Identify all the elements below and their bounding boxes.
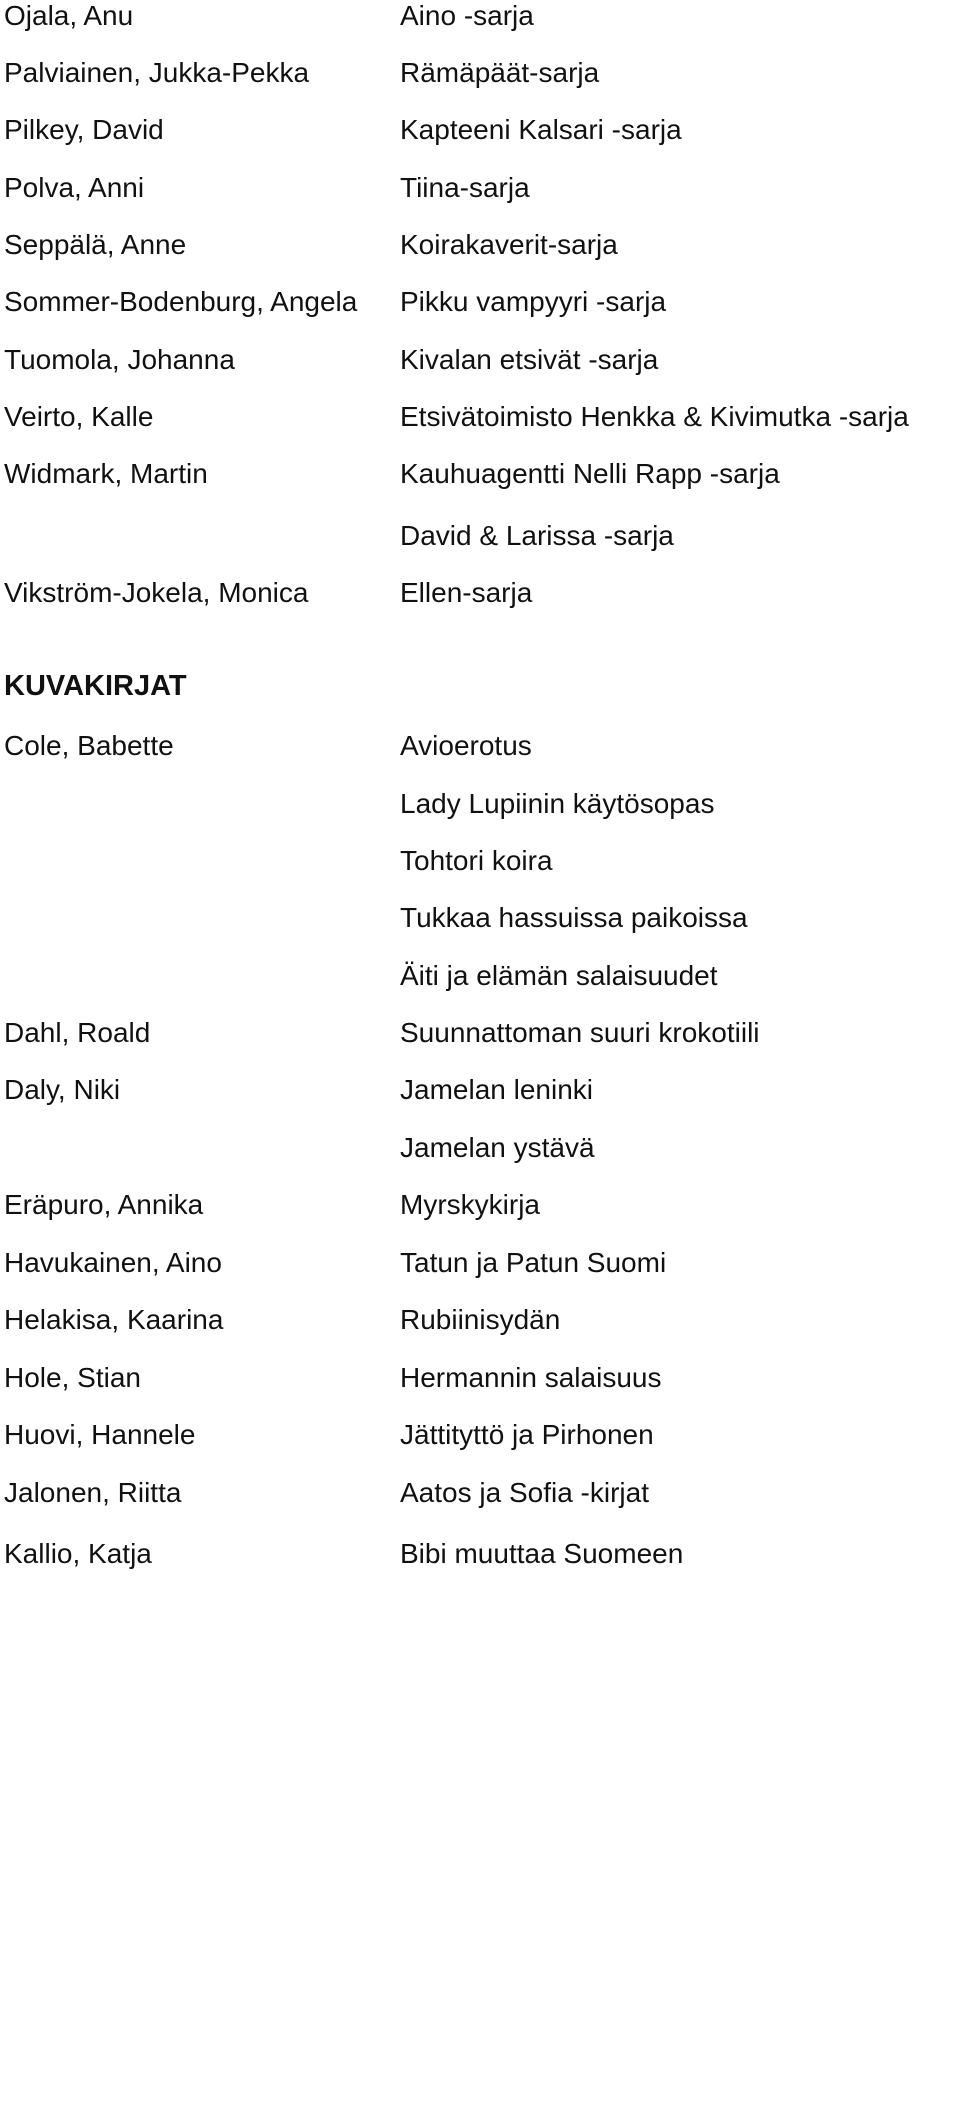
book-title: Hermannin salaisuus bbox=[400, 1362, 662, 1393]
author-name: Ojala, Anu bbox=[4, 0, 134, 31]
author-name: Helakisa, Kaarina bbox=[4, 1304, 224, 1335]
list-item bbox=[0, 1473, 960, 1513]
author-name: Kallio, Katja bbox=[4, 1538, 152, 1569]
list-item bbox=[0, 1185, 960, 1225]
list-item bbox=[0, 726, 960, 766]
author-name: Veirto, Kalle bbox=[4, 401, 154, 432]
author-name: Palviainen, Jukka-Pekka bbox=[4, 57, 310, 88]
list-item bbox=[0, 784, 960, 824]
book-title: Pikku vampyyri -sarja bbox=[400, 286, 667, 317]
list-item bbox=[0, 1300, 960, 1340]
author-name: Huovi, Hannele bbox=[4, 1419, 196, 1450]
list-item bbox=[0, 956, 960, 996]
author-name: Jalonen, Riitta bbox=[4, 1477, 182, 1508]
book-title: Aino -sarja bbox=[400, 0, 534, 31]
book-title: Lady Lupiinin käytösopas bbox=[400, 788, 715, 819]
list-item bbox=[0, 1534, 960, 1574]
author-name: Polva, Anni bbox=[4, 172, 145, 203]
author-name: Seppälä, Anne bbox=[4, 229, 187, 260]
book-title: Ellen-sarja bbox=[400, 577, 533, 608]
list-item bbox=[0, 454, 960, 494]
list-item bbox=[0, 1415, 960, 1455]
author-name: Pilkey, David bbox=[4, 114, 164, 145]
book-title: Bibi muuttaa Suomeen bbox=[400, 1538, 684, 1569]
list-item bbox=[0, 1070, 960, 1110]
author-name: Hole, Stian bbox=[4, 1362, 141, 1393]
book-title: Kauhuagentti Nelli Rapp -sarja bbox=[400, 458, 780, 489]
list-item bbox=[0, 516, 960, 556]
book-title: Tiina-sarja bbox=[400, 172, 530, 203]
book-title: Tohtori koira bbox=[400, 845, 553, 876]
author-name: Tuomola, Johanna bbox=[4, 344, 235, 375]
book-title: Äiti ja elämän salaisuudet bbox=[400, 960, 718, 991]
list-item bbox=[0, 340, 960, 380]
list-item bbox=[0, 1128, 960, 1168]
list-item bbox=[0, 397, 960, 437]
book-title: Jättityttö ja Pirhonen bbox=[400, 1419, 654, 1450]
author-name: Cole, Babette bbox=[4, 730, 174, 761]
list-item bbox=[0, 168, 960, 208]
author-name: Havukainen, Aino bbox=[4, 1247, 222, 1278]
book-title: Rämäpäät-sarja bbox=[400, 57, 600, 88]
author-name: Sommer-Bodenburg, Angela bbox=[4, 286, 358, 317]
list-item bbox=[0, 841, 960, 881]
list-item bbox=[0, 110, 960, 150]
author-name: Widmark, Martin bbox=[4, 458, 208, 489]
book-title: Jamelan leninki bbox=[400, 1074, 593, 1105]
list-item bbox=[0, 1243, 960, 1283]
book-title: Suunnattoman suuri krokotiili bbox=[400, 1017, 760, 1048]
list-item bbox=[0, 1013, 960, 1053]
list-item bbox=[0, 225, 960, 265]
list-item bbox=[0, 282, 960, 322]
book-title: Etsivätoimisto Henkka & Kivimutka -sarja bbox=[400, 401, 909, 432]
list-item bbox=[0, 0, 960, 36]
list-item bbox=[0, 573, 960, 613]
book-title: Avioerotus bbox=[400, 730, 532, 761]
author-name: Eräpuro, Annika bbox=[4, 1189, 204, 1220]
book-title: Kivalan etsivät -sarja bbox=[400, 344, 659, 375]
author-name: Daly, Niki bbox=[4, 1074, 121, 1105]
book-title: Rubiinisydän bbox=[400, 1304, 561, 1335]
book-title: Jamelan ystävä bbox=[400, 1132, 595, 1163]
book-title: Myrskykirja bbox=[400, 1189, 540, 1220]
book-title: Tukkaa hassuissa paikoissa bbox=[400, 902, 748, 933]
book-title: Kapteeni Kalsari -sarja bbox=[400, 114, 682, 145]
book-title: David & Larissa -sarja bbox=[400, 520, 674, 551]
section-heading: KUVAKIRJAT bbox=[4, 670, 187, 702]
author-name: Vikström-Jokela, Monica bbox=[4, 577, 309, 608]
list-item bbox=[0, 1358, 960, 1398]
author-name: Dahl, Roald bbox=[4, 1017, 151, 1048]
list-item bbox=[0, 898, 960, 938]
book-title: Aatos ja Sofia -kirjat bbox=[400, 1477, 649, 1508]
book-title: Koirakaverit-sarja bbox=[400, 229, 618, 260]
book-title: Tatun ja Patun Suomi bbox=[400, 1247, 667, 1278]
list-item bbox=[0, 53, 960, 93]
